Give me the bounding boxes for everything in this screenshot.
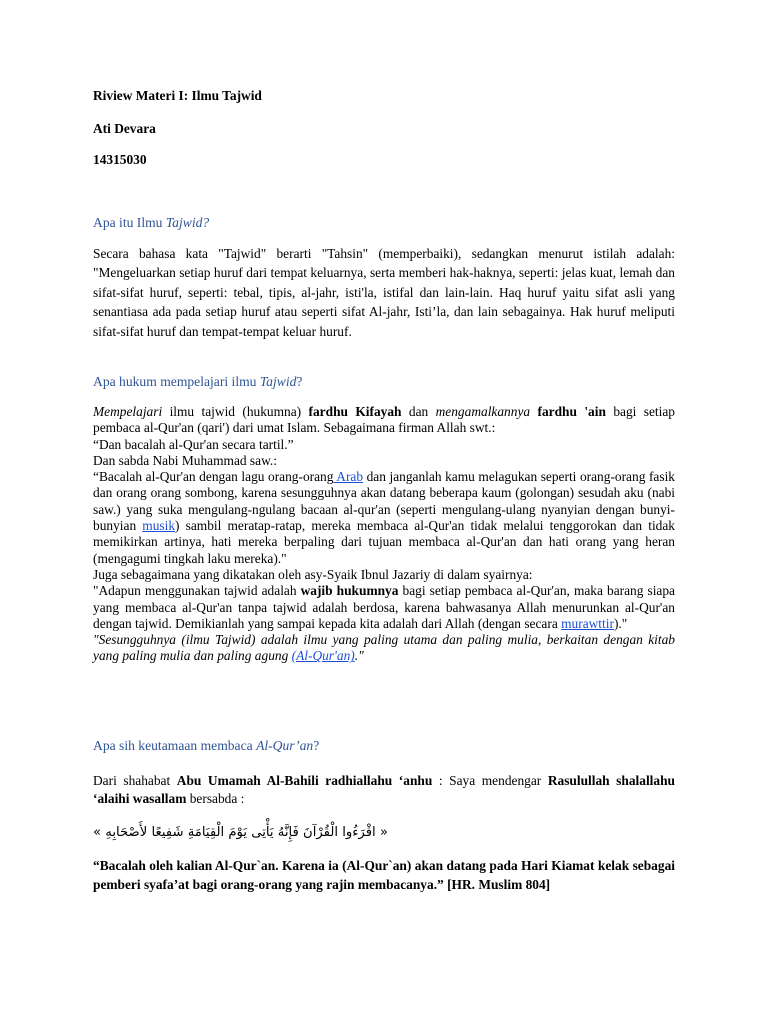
- question-text: Apa itu Ilmu: [93, 215, 166, 230]
- verse-quote: “Dan bacalah al-Qur'an secara tartil.”: [93, 436, 294, 452]
- text: "Adapun menggunakan tajwid adalah: [93, 583, 301, 599]
- document-title: Riview Materi I: Ilmu Tajwid: [93, 88, 262, 103]
- text: bersabda :: [186, 791, 245, 806]
- question-suffix: ?: [313, 738, 320, 753]
- link-murawttir[interactable]: murawttir: [561, 615, 614, 631]
- text: [530, 404, 537, 419]
- question-heading-1: [93, 214, 675, 231]
- text: : Saya mendengar: [432, 773, 548, 788]
- question-text: Apa sih keutamaan membaca: [93, 738, 257, 753]
- author-name: Ati Devara: [93, 121, 156, 136]
- question-heading-3: [93, 737, 675, 754]
- paragraph-definition: Secara bahasa kata "Tajwid" berarti "Tahsin" (memperbaiki), sedangkan menurut istilah adalah: "Mengeluarkan setiap huruf dari tempat keluarnya, serta memberi hak-haknya, seperti: jelas kuat, lemah dan sifat-sifat huruf, seperti: tebal, tipis, al-jahr, isti'la, istifal dan lain-lain. Haq huruf yaitu sifat asli yang senantiasa ada pada setiap huruf atau seperti sifat Al-jahr, Isti’la, dan lain sebagainya. Hak huruf meliputi sifat-sifat huruf dan tempat-tempat keluar huruf.: [93, 246, 675, 339]
- question-heading-2: [93, 373, 675, 390]
- text: .": [354, 648, 364, 664]
- translation-quote: “Bacalah oleh kalian Al-Qur`an. Karena ia (Al-Qur`an) akan datang pada Hari Kiamat kelak sebagai pemberi syafa’at bagi orang-orang yang rajin membacanya.” [HR. Muslim 804]: [93, 858, 675, 892]
- sabda-line: Dan sabda Nabi Muhammad saw.:: [93, 452, 277, 468]
- text: bagi setiap pembaca al-Qur'an, maka barang siapa yang membaca al-Qur'an tanpa tajwid adalah berdosa, karena bahwasanya Allah menurunkan al-Qur'an dengan tajwid. Demikianlah yang sampai kepada kita adalah dari Allah (dengan secara: [93, 583, 676, 631]
- question-suffix: ?: [296, 374, 303, 389]
- text: “Bacalah al-Qur'an dengan lagu orang-orang: [93, 469, 334, 485]
- text: ).": [613, 615, 628, 631]
- question-text: Apa hukum mempelajari ilmu: [93, 374, 260, 389]
- hadith-quote: [93, 469, 675, 567]
- text: bagi setiap pembaca al-Qur'an (qari') dari umat Islam. Sebagaimana firman Allah swt.:: [93, 404, 675, 436]
- text: dan janganlah kamu melagukan seperti orang-orang fasik dan orang orang sombong, karena sesungguhnya akan datang beberapa kaum (golongan) sesudah aku (nabi saw.) yang suka mengulang-ngulang bacaan al-qur'an (seperti mengulang-ulang nyanyian dengan bunyi-bunyian: [93, 469, 675, 534]
- bold-text: Rasulullah shalallahu ‘alaihi wasallam: [93, 773, 675, 806]
- italic-text: mengamalkannya: [435, 404, 531, 419]
- question-italic: Tajwid: [259, 374, 297, 389]
- bold-text: fardhu 'ain: [537, 404, 606, 419]
- jazari-quote: [93, 583, 675, 632]
- bold-text: wajib hukumnya: [300, 583, 399, 599]
- text: dan: [401, 404, 436, 419]
- student-id: 14315030: [93, 152, 147, 167]
- italic-quote: [93, 632, 675, 665]
- arabic-hadith: « اقْرَءُوا الْقُرْآنَ فَإِنَّهُ يَأْتِى يَوْمَ الْقِيَامَةِ شَفِيعًا لأَصْحَابِهِ »: [93, 825, 388, 840]
- jazari-line: Juga sebagaimana yang dikatakan oleh asy-Syaik Ibnul Jazariy di dalam syairnya:: [93, 566, 533, 582]
- text: ) sambil meratap-ratap, mereka membaca al-Qur'an tidak melalui tenggorokan dan tidak memikirkan artinya, hati mereka berpaling dari tujuan membaca al-Qur'an dan hati orang yang heran (mengagumi tingkah laku mereka).": [93, 518, 675, 566]
- text: Dari shahabat: [93, 773, 177, 788]
- link-al-quran[interactable]: (Al-Qur'an): [291, 648, 355, 664]
- bold-text: Abu Umamah Al-Bahili radhiallahu ‘anhu: [176, 773, 433, 788]
- link-arab[interactable]: Arab: [333, 469, 364, 485]
- paragraph-intro: [93, 772, 675, 808]
- paragraph-hukum: [93, 404, 675, 437]
- italic-text: Mempelajari: [93, 404, 163, 419]
- question-italic: Tajwid?: [165, 215, 210, 230]
- question-italic: Al-Qur’an: [256, 738, 314, 753]
- bold-text: fardhu Kifayah: [308, 404, 402, 419]
- text: ilmu tajwid (hukumna): [162, 404, 309, 419]
- link-musik[interactable]: musik: [142, 518, 176, 534]
- section-hukum: [93, 404, 675, 665]
- text: "Sesungguhnya (ilmu Tajwid) adalah ilmu yang paling utama dan paling mulia, berkaitan dengan kitab yang paling mulia dan paling agung: [93, 632, 675, 664]
